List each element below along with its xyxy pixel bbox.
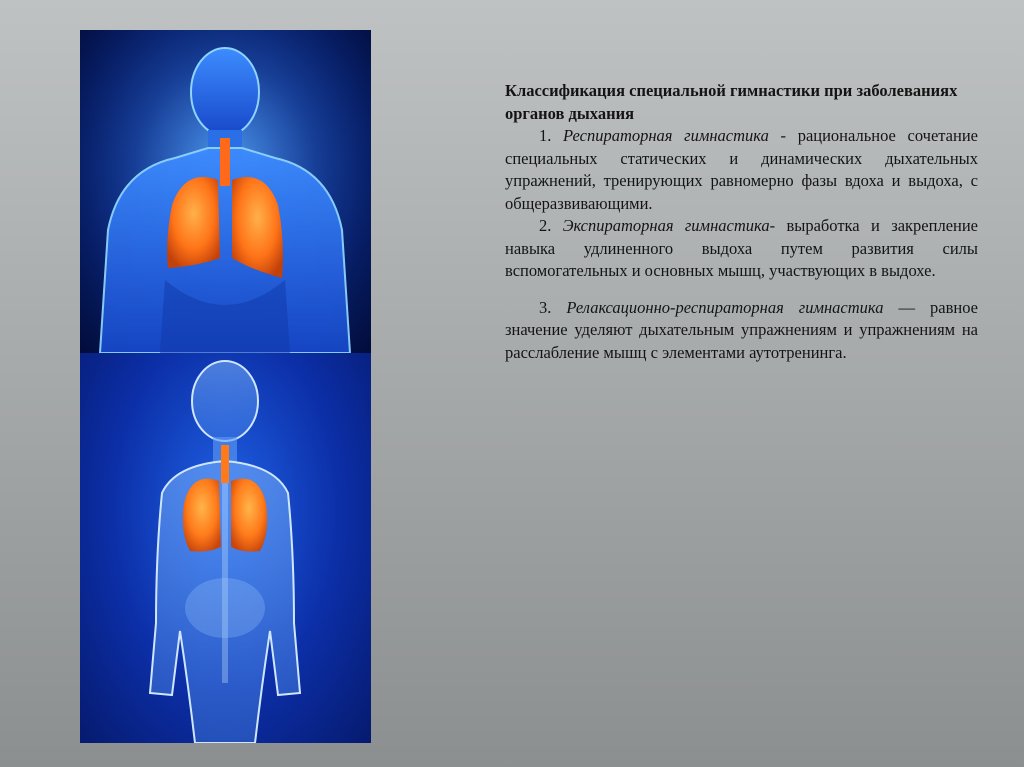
list-item	[505, 215, 978, 283]
list-item	[505, 297, 978, 365]
item-term: Релаксационно-респираторная гимнастика	[566, 297, 884, 317]
item-text: - рациональное сочетание специальных статических и динамических дыхательных упражнений, тренирующих равномерно фазы вдоха и выдоха, с общеразвивающими.	[505, 126, 978, 213]
item-number: 3.	[539, 297, 552, 317]
item-text: выработка и закрепление навыка удлиненного выдоха путем развития силы вспомогательных и основных мышц, участвующих в выдохе.	[505, 216, 978, 280]
male-anatomy-lungs-image	[80, 30, 371, 353]
item-term: Экспираторная гимнастика-	[562, 216, 776, 235]
item-term: Респираторная гимнастика	[563, 126, 769, 145]
item-number: 2.	[539, 216, 552, 235]
item-text: — равное значение уделяют дыхательным упражнениям и упражнениям на расслабление мышц с элементами аутотренинга.	[505, 297, 979, 362]
slide-title: Классификация специальной гимнастики при заболеваниях органов дыхания	[505, 81, 958, 123]
list-item	[505, 125, 978, 215]
item-number: 1.	[539, 126, 552, 145]
female-anatomy-lungs-image	[80, 353, 371, 743]
classification-text	[505, 80, 978, 364]
